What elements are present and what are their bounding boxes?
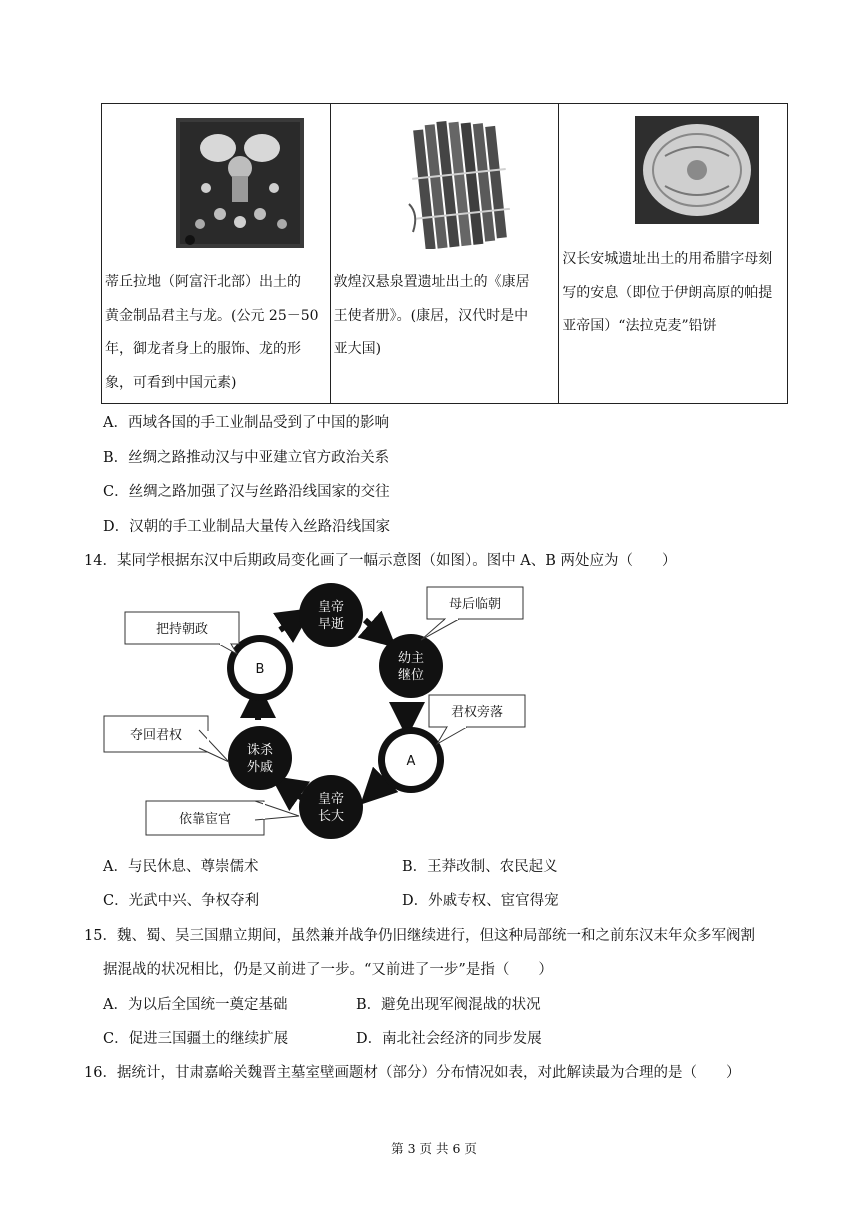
q13-option-a[interactable]: A．西域各国的手工业制品受到了中国的影响 — [103, 415, 389, 431]
callout-empress-regency — [421, 587, 523, 640]
artifact-2-line-1: 敦煌汉悬泉置遗址出土的《康居 — [333, 274, 530, 290]
q15-option-b[interactable]: B．避免出现军阀混战的状况 — [356, 997, 541, 1013]
callout-rely-eunuchs — [146, 801, 299, 835]
node-left-bottom-line2: 外戚 — [246, 760, 274, 775]
node-left-bottom-line1: 诛杀 — [246, 743, 274, 758]
page-footer: 第 3 页 共 6 页 — [391, 1141, 477, 1156]
coin-photo — [635, 116, 759, 224]
node-bottom-line2: 长大 — [317, 809, 345, 824]
arrow-bottom-to-left — [285, 786, 302, 798]
q15-stem-text-1: 魏、蜀、吴三国鼎立期间，虽然兼并战争仍旧继续进行，但这种局部统一和之前东汉末年众多军阀割 — [116, 928, 755, 944]
callout-control-court — [125, 612, 239, 654]
callout-power-falls — [429, 695, 525, 744]
callout-retake-power — [104, 716, 229, 762]
q15-option-c[interactable]: C．促进三国疆土的继续扩展 — [103, 1031, 289, 1047]
artifact-3-line-1: 汉长安城遗址出土的用希腊字母刻 — [562, 251, 773, 267]
node-b[interactable] — [227, 635, 293, 701]
artifact-cell-1 — [102, 104, 331, 404]
arrow-top-to-right — [365, 620, 383, 636]
q14-option-d[interactable]: D．外戚专权、宦官得宠 — [402, 893, 559, 909]
artifact-1-line-4: 象，可看到中国元素) — [105, 374, 237, 391]
q16-stem-text: 据统计，甘肃嘉峪关魏晋主墓室壁画题材（部分）分布情况如表，对此解读最为合理的是（ ） — [116, 1065, 741, 1081]
node-emperor-dies-early — [299, 583, 363, 647]
q14-stem-text: 某同学根据东汉中后期政局变化画了一幅示意图（如图）。图中 A、B 两处应为（ ） — [116, 553, 677, 569]
callout-control-text: 把持朝政 — [155, 622, 209, 637]
artifact-1-line-1: 蒂丘拉地（阿富汗北部）出土的 — [105, 274, 301, 290]
artifact-table — [101, 103, 788, 404]
q15-option-a[interactable]: A．为以后全国统一奠定基础 — [103, 997, 288, 1013]
callout-power-falls-text: 君权旁落 — [450, 705, 504, 720]
node-emperor-grows-up — [299, 775, 363, 839]
callout-retake-text: 夺回君权 — [129, 728, 183, 743]
node-a-label: A — [406, 754, 416, 769]
artifact-3-line-2: 写的安息（即位于伊朗高原的帕提 — [562, 284, 773, 301]
q15-option-d[interactable]: D．南北社会经济的同步发展 — [356, 1031, 542, 1047]
bamboo-slips-photo — [399, 114, 519, 249]
arrow-b-to-top — [280, 618, 298, 630]
node-young-ruler — [379, 634, 443, 698]
q13-option-c[interactable]: C．丝绸之路加强了汉与丝路沿线国家的交往 — [103, 484, 390, 500]
q13-option-b[interactable]: B．丝绸之路推动汉与中亚建立官方政治关系 — [103, 450, 390, 466]
q14-option-b[interactable]: B．王莽改制、农民起义 — [402, 859, 558, 875]
node-bottom-line1: 皇帝 — [317, 792, 345, 807]
q14-number: 14． — [84, 553, 117, 569]
q16-number: 16． — [84, 1065, 117, 1081]
artifact-cell-3 — [559, 104, 788, 404]
node-top-line2: 早逝 — [317, 617, 345, 632]
artifact-cell-2 — [330, 104, 559, 404]
q15-number: 15． — [84, 928, 117, 944]
artifact-3-line-3: 亚帝国）“法拉克麦”铅饼 — [562, 318, 717, 334]
artifact-1-line-2: 黄金制品君主与龙。(公元 25－50 — [105, 307, 319, 324]
q14-cycle-diagram — [95, 580, 565, 845]
gold-ornament-photo — [176, 118, 304, 248]
node-right-top-line2: 继位 — [397, 668, 425, 683]
node-a[interactable] — [378, 727, 444, 793]
q14-stem — [84, 549, 677, 570]
q15-stem-line1 — [84, 924, 755, 945]
callout-empress-text: 母后临朝 — [448, 597, 502, 612]
node-b-label: B — [255, 662, 265, 677]
node-kill-relatives — [228, 726, 292, 790]
artifact-2-line-3: 亚大国) — [333, 341, 382, 357]
artifact-1-line-3: 年，御龙者身上的服饰、龙的形 — [105, 341, 301, 357]
node-right-top-line1: 幼主 — [397, 651, 425, 666]
q13-option-d[interactable]: D．汉朝的手工业制品大量传入丝路沿线国家 — [103, 519, 391, 535]
q16-stem — [84, 1061, 740, 1082]
q15-stem-line2: 据混战的状况相比，仍是又前进了一步。“又前进了一步”是指（ ） — [103, 962, 553, 978]
q14-option-c[interactable]: C．光武中兴、争权夺利 — [103, 893, 260, 909]
node-top-line1: 皇帝 — [317, 600, 345, 615]
q14-option-a[interactable]: A．与民休息、尊崇儒术 — [103, 859, 259, 875]
artifact-2-line-2: 王使者册》。(康居，汉代时是中 — [333, 307, 529, 324]
callout-rely-eunuchs-text: 依靠宦官 — [178, 812, 232, 827]
